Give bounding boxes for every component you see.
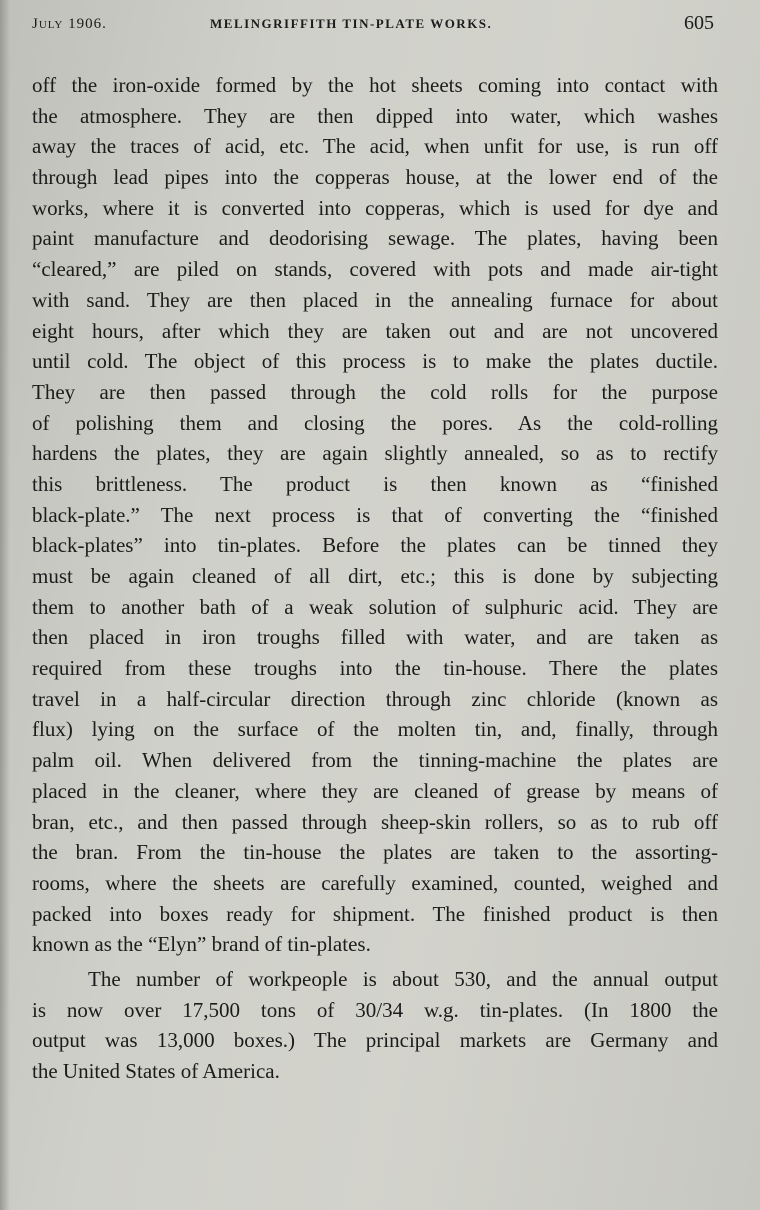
text-line: “cleared,” are piled on stands, covered with pots and made air-tight bbox=[32, 257, 718, 282]
text-line: is now over 17,500 tons of 30/34 w.g. tin-plates. (In 1800 the bbox=[32, 997, 718, 1022]
text-line: then placed in iron troughs filled with water, and are taken as bbox=[32, 625, 718, 650]
text-line: black-plate.” The next process is that of converting the “finished bbox=[32, 502, 718, 527]
text-line: this brittleness. The product is then known as “finished bbox=[32, 471, 718, 496]
text-line: works, where it is converted into copperas, which is used for dye and bbox=[32, 195, 718, 220]
text-line: placed in the cleaner, where they are cleaned of grease by means of bbox=[32, 778, 718, 803]
text-line: travel in a half-circular direction through zinc chloride (known as bbox=[32, 686, 718, 711]
text-line: the United States of America. bbox=[32, 1059, 280, 1083]
text-line: with sand. They are then placed in the annealing furnace for about bbox=[32, 287, 718, 312]
text-line: paint manufacture and deodorising sewage. The plates, having been bbox=[32, 226, 718, 251]
running-head bbox=[32, 10, 722, 40]
text-line: flux) lying on the surface of the molten tin, and, finally, through bbox=[32, 717, 718, 742]
text-line: the bran. From the tin-house the plates are taken to the assorting- bbox=[32, 840, 718, 865]
text-line: off the iron-oxide formed by the hot sheets coming into contact with bbox=[32, 73, 718, 97]
text-line: They are then passed through the cold rolls for the purpose bbox=[32, 379, 718, 404]
text-line: The number of workpeople is about 530, and the annual output bbox=[88, 966, 718, 991]
text-line: eight hours, after which they are taken out and are not uncovered bbox=[32, 318, 718, 343]
paragraph bbox=[32, 964, 718, 1087]
text-line: must be again cleaned of all dirt, etc.; this is done by subjecting bbox=[32, 564, 718, 588]
page-number: 605 bbox=[684, 12, 714, 34]
text-line: required from these troughs into the tin-house. There the plates bbox=[32, 656, 718, 681]
text-line: output was 13,000 boxes.) The principal markets are Germany and bbox=[32, 1028, 718, 1053]
header-date: July 1906. bbox=[32, 16, 107, 32]
text-line: through lead pipes into the copperas house, at the lower end of the bbox=[32, 165, 718, 190]
header-title: MELINGRIFFITH TIN-PLATE WORKS. bbox=[210, 16, 493, 31]
text-line: bran, etc., and then passed through sheep-skin rollers, so as to rub off bbox=[32, 809, 718, 834]
paragraph bbox=[32, 70, 718, 960]
text-line: palm oil. When delivered from the tinning-machine the plates are bbox=[32, 748, 718, 773]
text-line: away the traces of acid, etc. The acid, when unfit for use, is run off bbox=[32, 134, 718, 159]
text-line: them to another bath of a weak solution of sulphuric acid. They are bbox=[32, 594, 718, 619]
body-text bbox=[32, 70, 718, 1087]
text-line: rooms, where the sheets are carefully examined, counted, weighed and bbox=[32, 870, 718, 895]
text-line: packed into boxes ready for shipment. The finished product is then bbox=[32, 901, 718, 926]
text-line: the atmosphere. They are then dipped into water, which washes bbox=[32, 103, 718, 128]
text-line: hardens the plates, they are again slightly annealed, so as to rectify bbox=[32, 441, 718, 466]
text-line: of polishing them and closing the pores. As the cold-rolling bbox=[32, 410, 718, 435]
page-gutter-shadow bbox=[0, 0, 10, 1210]
text-line: known as the “Elyn” brand of tin-plates. bbox=[32, 932, 371, 957]
text-line: until cold. The object of this process is to make the plates ductile. bbox=[32, 349, 718, 374]
text-line: black-plates” into tin-plates. Before the plates can be tinned they bbox=[32, 533, 718, 558]
